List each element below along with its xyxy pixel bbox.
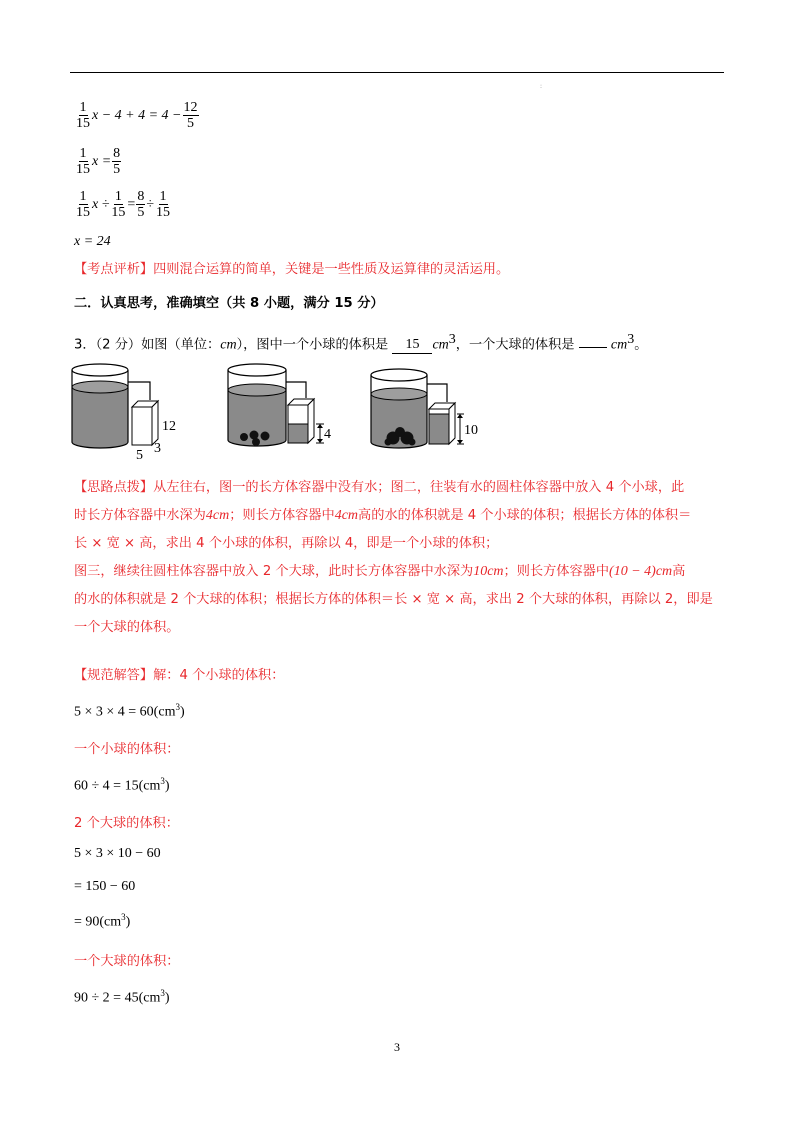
header-mark: : bbox=[540, 83, 543, 90]
standard-answer: 【规范解答】解：4 个小球的体积： bbox=[74, 668, 285, 683]
question-3: 3．（2 分）如图（单位：cm），图中一个小球的体积是 15 $cm^3$，一个大球的体积是 $cm^3$。 bbox=[74, 332, 648, 353]
equation-3: $\frac{1}{15}$ x ÷ $\frac{1}{15}$ = $\frac{8}{5}$ ÷ $\frac{1}{15}$ bbox=[76, 189, 170, 220]
figure-3 bbox=[371, 369, 478, 448]
page-number: 3 bbox=[394, 1040, 400, 1054]
calc-line-5: = $90(cm^3)$ bbox=[74, 912, 131, 930]
small-ball bbox=[252, 438, 260, 446]
small-ball bbox=[261, 432, 270, 441]
solution-hint: 【思路点拨】从左往右，图一的长方体容器中没有水；图二，往装有水的圆柱体容器中放入 4 个小球，此 时长方体容器中水深为4cm；则长方体容器中4cm高的水的体积就是 4 个小球的体积；根据长方体的体积＝ 长 × 宽 × 高，求出 4 个小球的体积，再除以 4，即是一个小球的体积； 图三，继续往圆柱体容器中放入 2 个大球，此时长方体容器中水深为10cm；则长方体容器中(10 − 4)cm高 的水的体积就是 2 个大球的体积；根据长方体的体积＝长 × 宽 × 高，求出 2 个大球的体积，再除以 2，即是 一个大球的体积。 bbox=[74, 480, 713, 635]
answer-blank-2 bbox=[579, 347, 607, 348]
small-ball bbox=[240, 433, 248, 441]
dim-depth-3: 3 bbox=[154, 441, 161, 456]
label-two-big-balls: 2 个大球的体积： bbox=[74, 816, 179, 831]
figure-1 bbox=[72, 364, 176, 462]
calc-line-3: 5 × 3 × 10 − 60 bbox=[74, 846, 161, 861]
dim-width-5: 5 bbox=[136, 448, 143, 462]
small-ball bbox=[385, 439, 392, 446]
dim-height-4: 4 bbox=[324, 427, 331, 442]
label-small-ball: 一个小球的体积： bbox=[74, 742, 180, 757]
analysis-note: 【考点评析】四则混合运算的简单，关键是一些性质及运算律的灵活运用。 bbox=[74, 262, 510, 277]
equation-1: $\frac{1}{15}$ x − 4 + 4 = 4 − $\frac{12}{5}$ bbox=[76, 100, 198, 131]
calc-line-1: $5 \times 3 \times 4 = 60(cm^3)$ bbox=[74, 702, 185, 720]
small-ball bbox=[250, 431, 259, 440]
small-ball bbox=[409, 439, 416, 446]
containers-figure bbox=[66, 362, 506, 462]
equation-4: x = 24 bbox=[74, 234, 111, 249]
section-title: 二．认真思考，准确填空（共 8 小题，满分 15 分） bbox=[74, 296, 384, 311]
dim-height-10: 10 bbox=[464, 423, 478, 438]
calc-line-6: $90 \div 2 = 45(cm^3)$ bbox=[74, 988, 170, 1006]
dim-height-12: 12 bbox=[162, 419, 176, 434]
header-rule bbox=[70, 72, 724, 73]
calc-line-4: = 150 − 60 bbox=[74, 879, 136, 894]
calc-line-2: $60 \div 4 = 15(cm^3)$ bbox=[74, 776, 170, 794]
figure-2 bbox=[228, 364, 331, 446]
small-ball bbox=[395, 427, 405, 437]
label-big-ball: 一个大球的体积： bbox=[74, 954, 180, 969]
answer-blank-1: 15 bbox=[392, 337, 432, 354]
equation-2: $\frac{1}{15}$ x = $\frac{8}{5}$ bbox=[76, 146, 121, 177]
